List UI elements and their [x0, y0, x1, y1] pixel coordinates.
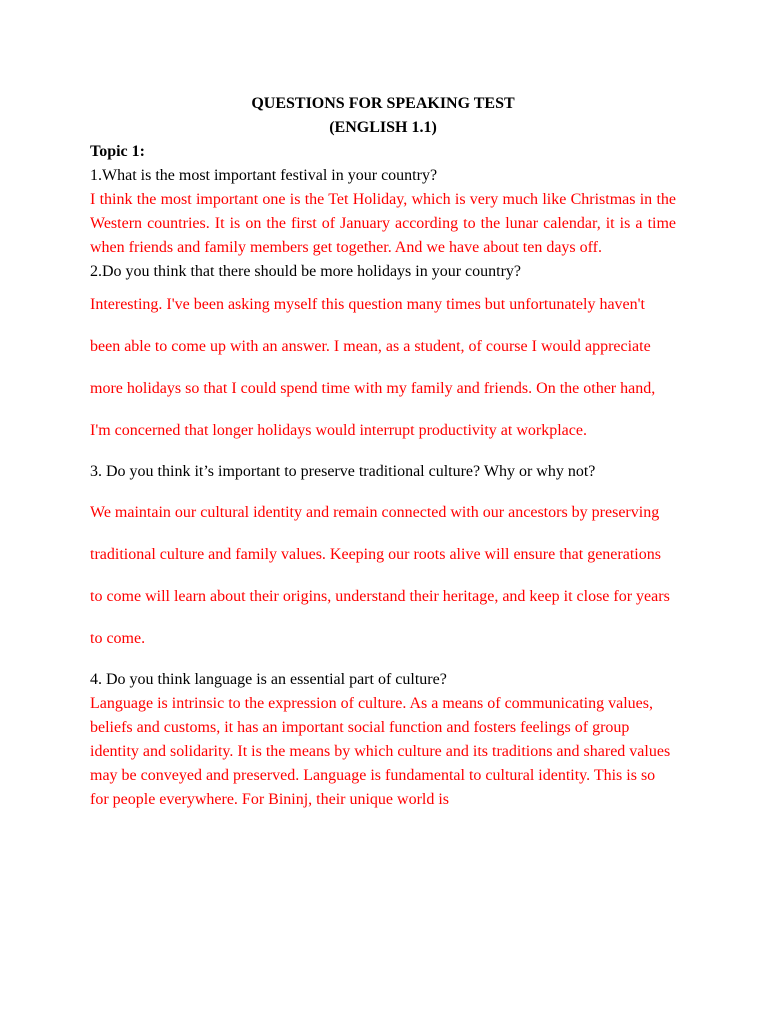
- answer-2: Interesting. I've been asking myself this question many times but unfortunately haven't been able to come up with an answer. I mean, as a student, of course I would appreciate more holidays so that I could spend time with my family and friends. On the other hand, I'm concerned that longer holidays would interrupt productivity at workplace.: [90, 296, 656, 439]
- question-3: 3. Do you think it’s important to preserve traditional culture? Why or why not?: [90, 463, 596, 480]
- answer-3: We maintain our cultural identity and remain connected with our ancestors by preserving traditional culture and family values. Keeping our roots alive will ensure that generations to come will learn about their origins, understand their heritage, and keep it close for years to come.: [90, 504, 670, 647]
- question-1: 1.What is the most important festival in your country?: [90, 167, 438, 184]
- document-title: QUESTIONS FOR SPEAKING TEST: [251, 95, 515, 112]
- question-4: 4. Do you think language is an essential part of culture?: [90, 671, 447, 688]
- document-subtitle: (ENGLISH 1.1): [329, 119, 437, 136]
- answer-1: I think the most important one is the Tet Holiday, which is very much like Christmas in the Western countries. It is on the first of January according to the lunar calendar, it is a time when friends and family members get together. And we have about ten days off.: [90, 191, 676, 256]
- answer-4: Language is intrinsic to the expression of culture. As a means of communicating values, beliefs and customs, it has an important social function and fosters feelings of group identity and solidarity. It is the means by which culture and its traditions and shared values may be conveyed and preserved. Language is fundamental to cultural identity. This is so for people everywhere. For Bininj, their unique world is: [90, 695, 671, 808]
- topic-heading: Topic 1:: [90, 143, 145, 160]
- question-2: 2.Do you think that there should be more holidays in your country?: [90, 263, 522, 280]
- document-page: [90, 92, 676, 812]
